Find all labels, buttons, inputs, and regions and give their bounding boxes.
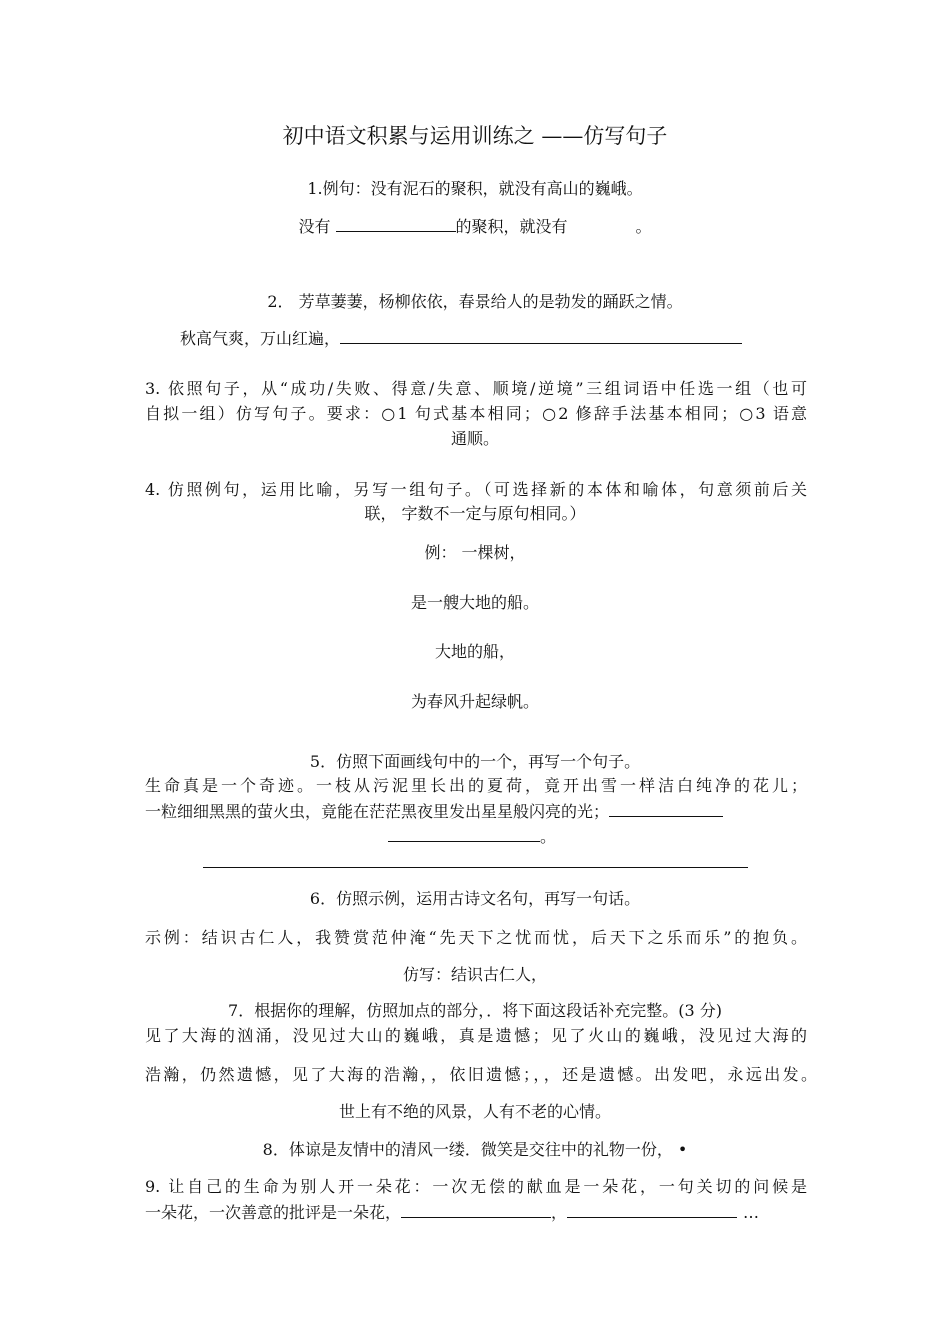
q3-line2: 自拟一组）仿写句子。要求：○1 句式基本相同；○2 修辞手法基本相同；○3 语意 (145, 404, 807, 423)
q9-line2-text: 一朵花，一次善意的批评是一朵花， (145, 1203, 402, 1222)
q6-heading: 6．仿照示例，运用古诗文名句，再写一句话。 (309, 889, 641, 908)
q9-blank-2[interactable] (567, 1203, 737, 1218)
q5-line2 (145, 799, 723, 822)
q5-line2-text: 一粒细细黑黑的萤火虫，竟能在茫茫黑夜里发出星星般闪亮的光； (145, 802, 610, 821)
q7-heading: 7．根据你的理解，仿照加点的部分，．将下面这段话补充完整。(3 分) (228, 1001, 722, 1020)
q5-line3-end: 。 (540, 827, 557, 846)
q4-example-2: 是一艘大地的船。 (410, 593, 539, 612)
q2-example: 2． 芳草萋萋，杨柳依依，春景给人的是勃发的踊跃之情。 (267, 292, 683, 311)
q9-line1: 9. 让自己的生命为别人开一朵花：一次无偿的献血是一朵花，一句关切的问候是 (145, 1177, 807, 1196)
q4-example-4: 为春风升起绿帆。 (410, 692, 539, 711)
q5-answer-line[interactable] (203, 867, 748, 868)
q6-imitate: 仿写：结识古仁人， (402, 965, 547, 984)
q3-line3: 通顺。 (450, 429, 499, 448)
q3-line1: 3. 依照句子，从“成功/失败、得意/失意、顺境/逆境”三组词语中任选一组（也可 (145, 379, 807, 398)
q2-prompt-text: 秋高气爽，万山红遍， (180, 329, 341, 348)
q6-example: 示例：结识古仁人，我赞赏范仲淹“先天下之忧而忧，后天下之乐而乐”的抱负。 (145, 928, 807, 947)
page-title: 初中语文积累与运用训练之 ——仿写句子 (282, 124, 668, 148)
q7-line1: 见了大海的汹涌，没见过大山的巍峨，真是遗憾；见了火山的巍峨，没见过大海的 (145, 1026, 807, 1045)
q5-line3 (388, 824, 556, 847)
q4-line1: 4. 仿照例句，运用比喻，另写一组句子。（可选择新的本体和喻体，句意须前后关 (145, 480, 807, 499)
q1-prompt-part3: 。 (635, 217, 652, 236)
q2-blank[interactable] (340, 329, 742, 344)
q5-line1: 生命真是一个奇迹。一枝从污泥里长出的夏荷，竟开出雪一样洁白纯净的花儿； (145, 776, 807, 795)
q1-prompt-part1: 没有 (298, 217, 336, 236)
q7-line2: 浩瀚，仍然遗憾，见了大海的浩瀚，，依旧遗憾；，，还是遗憾。出发吧，永远出发。 (145, 1065, 817, 1084)
q8-text: 8．体谅是友情中的清风一缕．微笑是交往中的礼物一份， • (262, 1140, 688, 1159)
q7-line3: 世上有不绝的风景，人有不老的心情。 (338, 1102, 611, 1121)
q5-heading: 5．仿照下面画线句中的一个，再写一个句子。 (309, 752, 641, 771)
q1-prompt (0, 214, 950, 237)
q9-separator: ， (551, 1203, 568, 1222)
q9-line2 (145, 1200, 759, 1223)
q5-blank-2[interactable] (388, 827, 540, 842)
q2-prompt (180, 326, 742, 349)
q1-example: 1.例句：没有泥石的聚积，就没有高山的巍峨。 (307, 179, 643, 198)
q4-example-1: 例： 一棵树， (424, 543, 526, 562)
q4-line2: 联， 字数不一定与原句相同。） (364, 504, 586, 523)
q9-ellipsis: … (743, 1203, 760, 1222)
q5-blank-1[interactable] (609, 802, 723, 817)
q1-blank-1[interactable] (336, 217, 456, 232)
q1-prompt-part2: 的聚积，就没有 (455, 217, 568, 236)
q4-example-3: 大地的船， (434, 642, 515, 661)
q9-blank-1[interactable] (401, 1203, 551, 1218)
